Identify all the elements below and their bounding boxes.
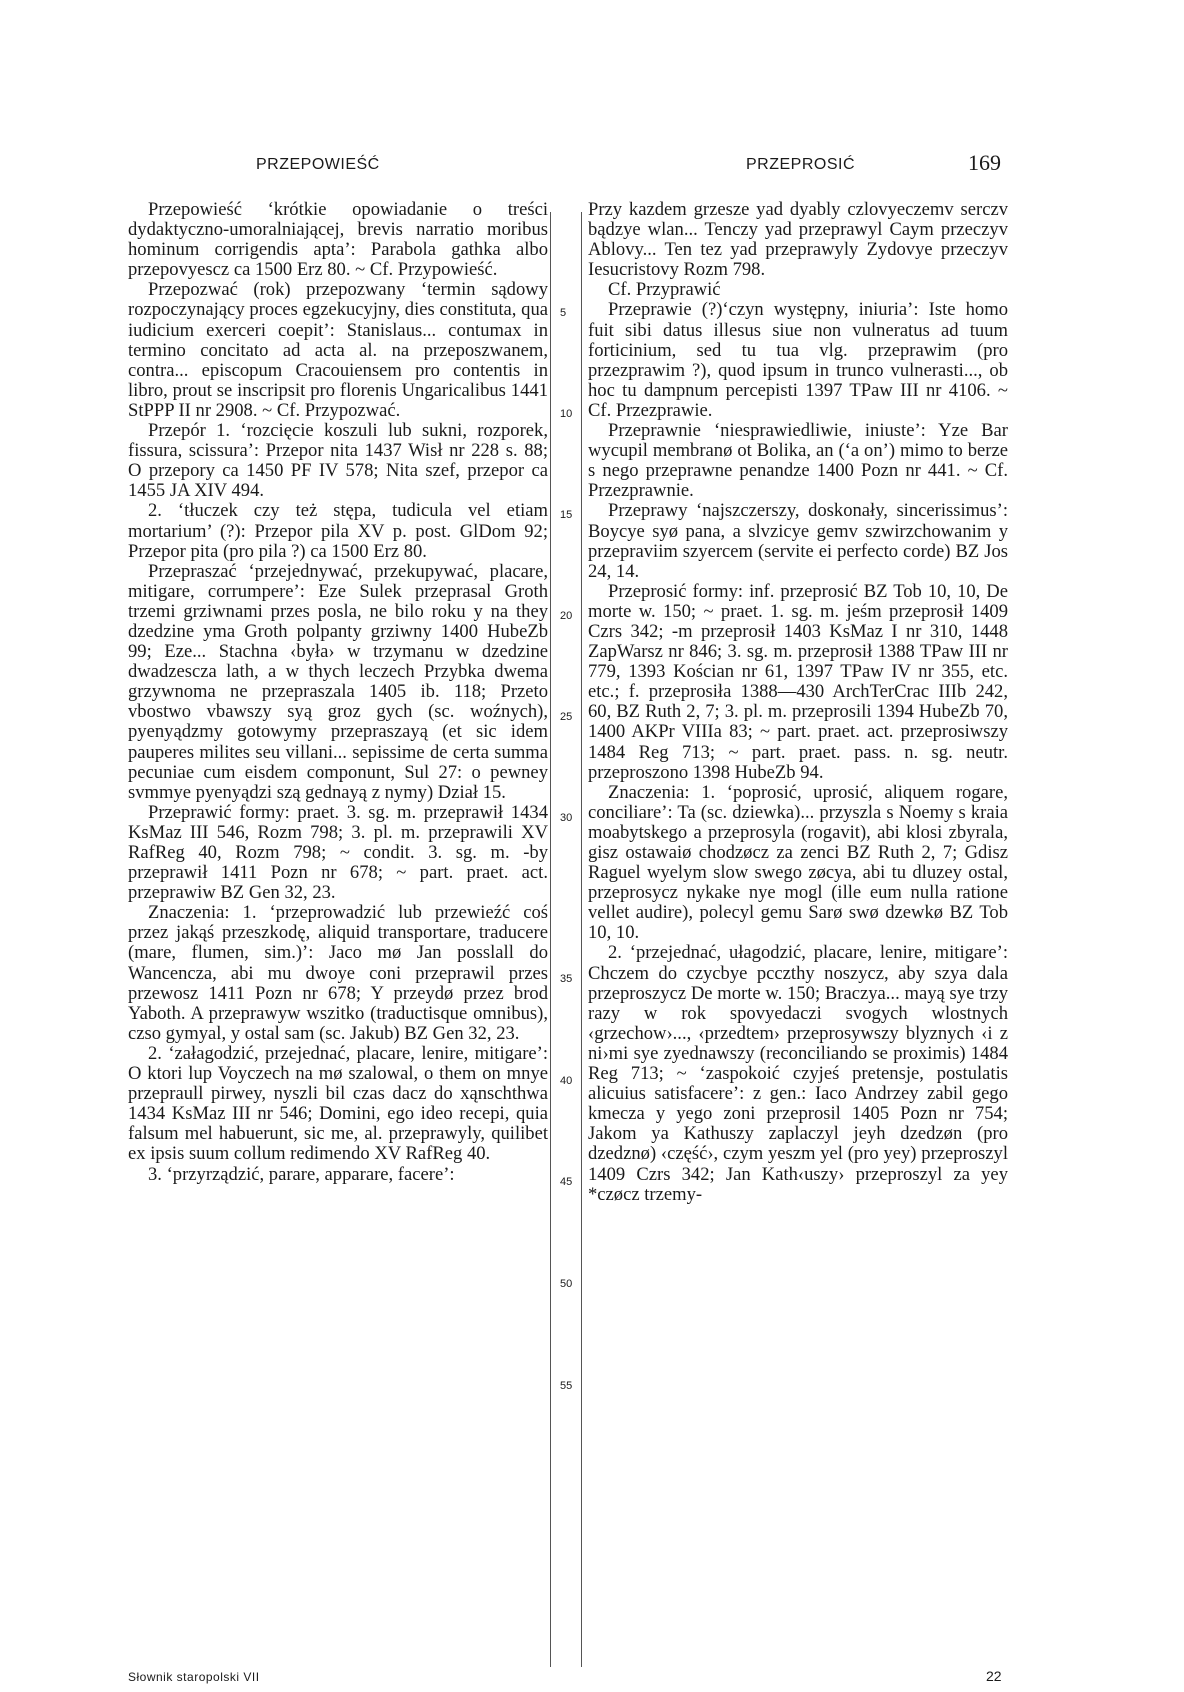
entry-przepowiesc: Przepowieść ‘krótkie opowiadanie o treści dydaktyczno-umoralniającej, brevis narratio moribus hominum corrigendis apta’: Parabola gathka albo przepovyescz ca 1500 Erz 80. ~ Cf. Przypowieść. — [128, 199, 548, 281]
entry-przepraszac: Przepraszać ‘przejednywać, przekupywać, placare, mitigare, corrumpere’: Eze Sulek przeprasal Groth trzemi grziwnami przes posla, ne bilo roku y na they dzedzine yma Groth polpanty grziwny 1400 HubeZb 99; Eze... Stachna ‹była› w trzymanu w dzedzine dwadzescza lath, a w thych leczech Przybka dwema grzywnoma ne przepraszala 1405 ib. 118; Przeto vbostwo vbawszy syą groz gych (sc. woźnych), pyenyądzmy gotowymy przepraszayą (et sic idem pauperes milites seu villani... sepissime de certa summa pecuniae cum eisdem componunt, Sul 27: o pewney svmmye pyenyądzi szą gednayą z nymy) Dział 15. — [128, 560, 548, 803]
entry-przeprosic-forms: Przeprosić formy: inf. przeprosić BZ Tob 10, 10, De morte w. 150; ~ praet. 1. sg. m. jeśm przeprosił 1409 Czrs 342; -m przeprosił 1403 KsMaz I nr 310, 1448 ZapWarsz nr 846; 3. sg. m. przeprosił 1388 TPaw III nr 779, 1393 Kościan nr 61, 1397 TPaw IV nr 355, etc. etc.; f. przeprosiła 1388—430 ArchTerCrac IIIb 242, 60, BZ Ruth 2, 7; 3. pl. m. przeprosili 1394 HubeZb 70, 1400 AKPr VIIIa 83; ~ part. praet. act. przeprosiwszy 1484 Reg 713; ~ part. praet. pass. n. sg. neutr. przeproszono 1398 HubeZb 94. — [588, 580, 1008, 783]
entry-przepor: Przepór 1. ‘rozcięcie koszuli lub sukni, rozporek, fissura, scissura’: Przepor nita 1437 Wisł nr 228 s. 88; O przepory ca 1450 PF IV 578; Nita szef, przepor ca 1455 JA XIV 494. — [128, 420, 548, 502]
signature-mark: 22 — [986, 1668, 1002, 1684]
running-head-right: PRZEPROSIĆ — [746, 156, 856, 173]
entry-przeprawic-forms: Przeprawić formy: praet. 3. sg. m. przeprawił 1434 KsMaz III 546, Rozm 798; 3. pl. m. przeprawili XV RafReg 40, Rozm 798; ~ condit. 3. sg. m. -by przeprawił 1411 Pozn nr 678; ~ part. praet. act. przeprawiw BZ Gen 32, 23. — [128, 801, 548, 904]
entry-przeprosic-sense-2: 2. ‘przejednać, ułagodzić, placare, lenire, mitigare’: Chczem do czycbye pcczthy noszycz, aby szya dala przeproszycz De morte w. 150; Braczya... mayą sye trzy razy w rok spovyedaczi svogych wlostnych ‹grzechow›..., ‹przedtem› przeprosywszy blyznych ‹i z ni›mi sye zyednawszy (reconciliando se proximis) 1484 Reg 713; ~ ‘zaspokoić czyjeś pretensje, postulatis alicuius satisfacere’: z gen.: Iaco Andrzey zabil gego kmecza y yego zoni przeprosil 1405 Pozn nr 754; Jakom ya Kathuszy zaplaczyl jeyh dzedzøn (pro dzedznø) ‹część›, czym yeszm yel (pro yey) przeproszyl 1409 Czrs 342; Jan Kath‹uszy› przeproszyl za yey *czøcz trzemy- — [588, 942, 1008, 1205]
entry-przepor-sense-2: 2. ‘tłuczek czy też stępa, tudicula vel etiam mortarium’ (?): Przepor pila XV p. post. GlDom 92; Przepor pita (pro pila ?) ca 1500 Erz 80. — [128, 500, 548, 562]
entry-przeprawic-continued: Przy kazdem grzesze yad dyably czlovyeczemv serczv bądzye wlan... Tenczy yad przeprawyl Caym przeczyv Ablovy... Ten tez yad przeprawyly Zydovye przeczyv Iesucristovy Rozm 798. — [588, 199, 1008, 281]
line-number: 55 — [560, 1380, 573, 1392]
entry-przeprawnie: Przeprawnie ‘niesprawiedliwie, iniuste’: Yze Bar wycupil membranø ot Bolika, an (‘a on’) mimo to berze s nego przeprawne penandze 1400 Pozn nr 441. ~ Cf. Przezprawnie. — [588, 420, 1008, 502]
page-number: 169 — [968, 150, 1001, 175]
entry-przepozwac: Przepozwać (rok) przepozwany ‘termin sądowy rozpoczynający proces egzekucyjny, dies constituta, qua iudicium exerceri coepit’: Stanislaus... contumax in termino concitato ad acta al. na przeposzwanem, contra... episcopum Cracouiensem pro contentis in libro, prout se inscripsit pro florenis Ungaricalibus 1441 StPPP II nr 2908. ~ Cf. Przypozwać. — [128, 279, 548, 421]
line-number: 15 — [560, 509, 573, 521]
running-head-left: PRZEPOWIEŚĆ — [256, 156, 380, 173]
line-number: 5 — [560, 307, 567, 319]
line-number: 20 — [560, 610, 573, 622]
footer-title: Słownik staropolski VII — [128, 1670, 260, 1684]
entry-przeprawic-sense-2: 2. ‘załagodzić, przejednać, placare, lenire, mitigare’: O ktori lup Voyczech na mø szalowal, o them on mnye przepraull pirwey, nyszli bil czas dacz do xąnschthwa 1434 KsMaz III nr 546; Domini, ego ideo recepi, quia falsum mel habuerunt, sic me, al. przeprawyly, quilibet ex ipsis suum collum redimendo XV RafReg 40. — [128, 1042, 548, 1165]
entry-przeprawic-sense-1: Znaczenia: 1. ‘przeprowadzić lub przewieźć coś przez jakąś przeszkodę, aliquid transportare, traducere (mare, flumen, sim.)’: Jaco mø Jan posslall do Wancencza, abi mu dwoye coni przeprawil przes przewosz 1411 Pozn nr 678; Y przeydø przez brod Yaboth. A przeprawyw wszitko (traductisque omnibus), czso gymyal, y ostal sam (sc. Jakub) BZ Gen 32, 23. — [128, 902, 548, 1044]
line-number: 25 — [560, 711, 573, 723]
line-number: 10 — [560, 408, 573, 420]
column-gutter — [550, 212, 582, 1667]
line-number: 45 — [560, 1176, 573, 1188]
entry-przeprosic-sense-1: Znaczenia: 1. ‘poprosić, uprosić, aliquem rogare, conciliare’: Ta (sc. dziewka)... przyszla s Noemy s kraia moabytskego a przeprosyla (rogavit), abi klosi zbyrala, gisz ostawaiø chodzøcz za zenci BZ Ruth 2, 7; Gdisz Raguel wyelym slow swego zøcya, abi tu dluzey ostal, przeprosycz nykake nye mogl (ille eum nulla ratione vellet audire), polecyl gemu Sarø swø dzewkø BZ Tob 10, 10. — [588, 781, 1008, 944]
right-column — [588, 200, 1008, 1205]
cross-reference: Cf. Przyprawić — [608, 279, 721, 301]
line-number: 40 — [560, 1075, 573, 1087]
entry-przeprawic-sense-3: 3. ‘przyrządzić, parare, apparare, facere’: — [148, 1163, 455, 1185]
line-number: 50 — [560, 1278, 573, 1290]
line-number: 35 — [560, 973, 573, 985]
entry-przeprawie: Przeprawie (?)‘czyn występny, iniuria’: Iste homo fuit sibi datus illesus siue non vulneratus ad tuum forticinium, sed tu tua vlg. przeprawim (pro przezprawim ?), quod ipsum in trunco vulnerasti..., ob hoc tu dampnum percepisti 1397 TPaw III nr 4106. ~ Cf. Przezprawie. — [588, 299, 1008, 421]
entry-przeprawy: Przeprawy ‘najszczerszy, doskonały, sincerissimus’: Boycye syø pana, a slvzicye gemv szwirzchowanim y przepraviim szyercem (servite ei perfecto corde) BZ Jos 24, 14. — [588, 500, 1008, 582]
line-number: 30 — [560, 812, 573, 824]
left-column — [128, 200, 548, 1185]
